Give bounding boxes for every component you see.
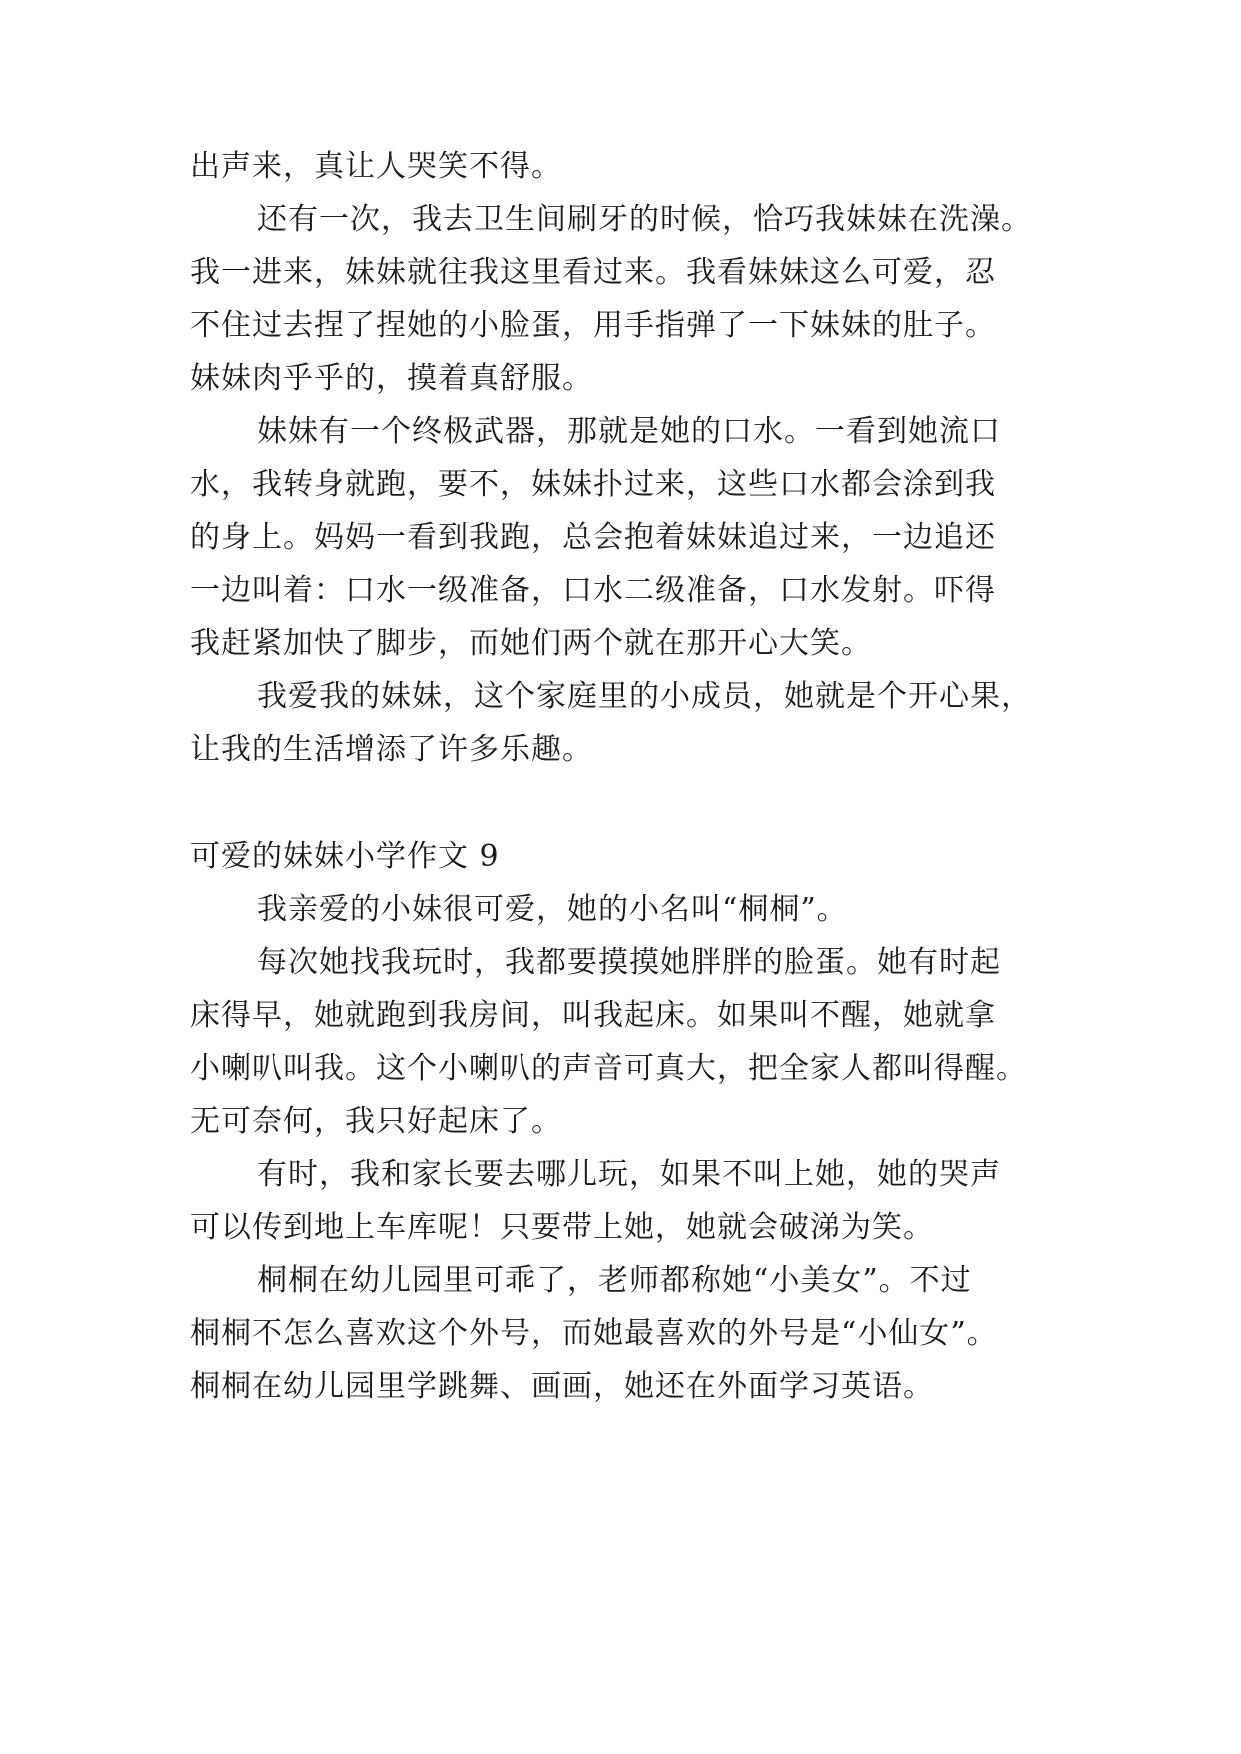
text-line: 无可奈何，我只好起床了。 [190, 1104, 562, 1139]
text-line: 桐桐不怎么喜欢这个外号，而她最喜欢的外号是“小仙女”。 [190, 1316, 998, 1351]
text-line: 的身上。妈妈一看到我跑，总会抱着妹妹追过来，一边追还 [190, 520, 996, 555]
paragraph-start: 妹妹有一个终极武器，那就是她的口水。一看到她流口 [257, 414, 1001, 449]
paragraph-start: 我亲爱的小妹很可爱，她的小名叫“桐桐”。 [257, 892, 848, 927]
text-line: 让我的生活增添了许多乐趣。 [190, 732, 593, 767]
paragraph-start: 有时，我和家长要去哪儿玩，如果不叫上她，她的哭声 [257, 1157, 1001, 1192]
text-line: 可以传到地上车库呢！只要带上她，她就会破涕为笑。 [190, 1210, 934, 1245]
text-line: 桐桐在幼儿园里学跳舞、画画，她还在外面学习英语。 [190, 1369, 934, 1404]
text-line: 我赶紧加快了脚步，而她们两个就在那开心大笑。 [190, 626, 872, 661]
text-line: 水，我转身就跑，要不，妹妹扑过来，这些口水都会涂到我 [190, 467, 996, 502]
text-line: 一边叫着：口水一级准备，口水二级准备，口水发射。吓得 [190, 573, 996, 608]
paragraph-start: 桐桐在幼儿园里可乖了，老师都称她“小美女”。不过 [257, 1263, 972, 1298]
text-line: 出声来，真让人哭笑不得。 [190, 149, 562, 184]
paragraph-start: 我爱我的妹妹，这个家庭里的小成员，她就是个开心果， [257, 679, 1032, 714]
text-line: 妹妹肉乎乎的，摸着真舒服。 [190, 361, 593, 396]
paragraph-start: 还有一次，我去卫生间刷牙的时候，恰巧我妹妹在洗澡。 [257, 202, 1032, 237]
section-heading: 可爱的妹妹小学作文 9 [190, 839, 500, 874]
text-line: 床得早，她就跑到我房间，叫我起床。如果叫不醒，她就拿 [190, 998, 996, 1033]
text-line: 不住过去捏了捏她的小脸蛋，用手指弹了一下妹妹的肚子。 [190, 308, 996, 343]
text-line: 小喇叭叫我。这个小喇叭的声音可真大，把全家人都叫得醒。 [190, 1051, 1027, 1086]
paragraph-start: 每次她找我玩时，我都要摸摸她胖胖的脸蛋。她有时起 [257, 945, 1001, 980]
text-line: 我一进来，妹妹就往我这里看过来。我看妹妹这么可爱，忍 [190, 255, 996, 290]
